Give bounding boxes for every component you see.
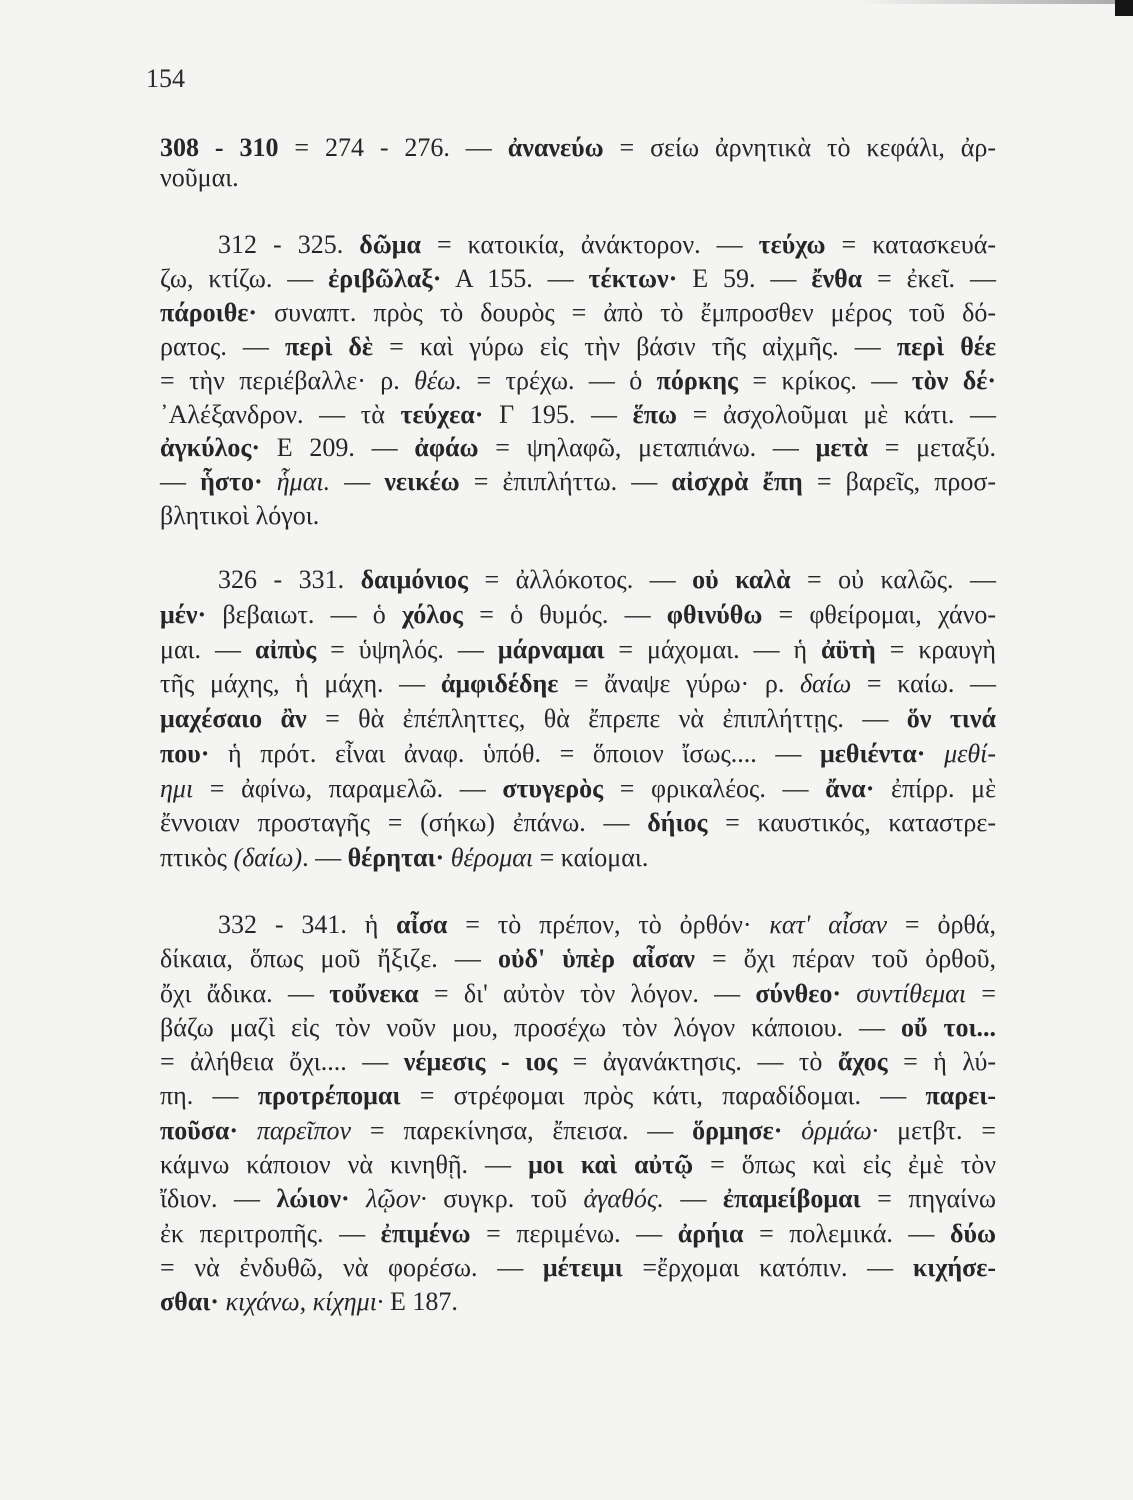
text-run: μετβτ. = [878,1115,997,1145]
text-line [160,1011,996,1045]
text-run: μαι. — [160,634,255,664]
text-run: πη. — [160,1081,258,1111]
headword: ἄνα· [825,773,875,803]
text-line [160,806,996,841]
text-line [160,364,996,398]
headword: αἶσα [396,910,448,939]
text-run: = ὅπως καὶ εἰς ἐμὲ τὸν [693,1150,996,1180]
headword: ἀγκύλος· [160,433,261,463]
headword: μετὰ [815,433,868,463]
text-run: βλητικοὶ λόγοι. [160,501,320,531]
headword: ἀφάω [414,433,479,463]
text-line [160,499,996,533]
headword: οὐ καλὰ [692,565,791,594]
headword: ἔνθα [811,263,863,293]
text-run: = ἀλήθεια ὄχι.... — [160,1047,404,1077]
headword: φθινύθω [666,599,763,629]
text-line [160,1079,996,1113]
text-run [350,1184,367,1213]
text-run: = ὀρθά, [887,910,996,939]
headword: πάροιθε· [160,297,258,327]
text-line [160,841,996,876]
text-run: 312 - 325. [218,230,360,259]
text-run: συγκρ. τοῦ [426,1184,584,1214]
text-line [160,563,996,598]
headword: μεθιέντα· [820,738,926,768]
headword: μοι καὶ αὐτῷ [528,1150,694,1180]
text-run: = ἡ λύ- [887,1047,996,1077]
text-run: = ἀγανάκτησις. — τὸ [557,1047,838,1077]
page-number: 154 [146,64,185,93]
text-run: = οὐ καλῶς. — [790,565,996,594]
text-run: = στρέφομαι πρὸς κάτι, παραδίδομαι. — [400,1081,926,1111]
text-run: τῆς μάχης, ἡ μάχη. — [160,669,441,699]
headword: στυγερὸς [502,773,604,803]
text-run: = περιμένω. — [470,1218,678,1248]
text-run: = σείω ἀρνητικὰ τὸ κεφάλι, ἀρ- [603,133,996,162]
headword: κιχήσε- [912,1252,997,1282]
text-run: = πηγαίνω [860,1184,997,1214]
text-run: = ὁ θυμός. — [463,599,667,629]
text-line [160,598,996,633]
text-line [160,262,996,296]
text-run: ἐπίρρ. μὲ [874,773,996,803]
italic-form: παρεῖπον [256,1115,352,1145]
text-run: Ε 59. — [677,263,812,293]
headword: 308 - 310 [160,133,279,162]
text-run: = μάχομαι. — ἡ [604,634,822,664]
headword: νεικέω [384,467,460,497]
text-run: = κρίκος. — [738,365,912,395]
italic-form: (δαίω) [233,843,303,872]
text-run: = ἄναψε γύρω· ρ. [558,669,800,699]
text-run [841,979,856,1008]
text-run: συναπτ. πρὸς τὸ δουρὸς = ἀπὸ τὸ ἔμπροσθεν μέρος τοῦ δό- [257,297,996,327]
text-run: Α 155. — [441,263,589,293]
italic-form: κιχάνω, κίχημι· [225,1287,384,1317]
text-run: = δι' αὐτὸν τὸν λόγον. — [418,978,756,1008]
headword: οὔ τοι... [901,1012,997,1042]
text-run: ἐκ περιτροπῆς. — [160,1218,381,1248]
headword: αἰσχρὰ ἔπη [671,467,803,497]
text-run: = καίω. — [851,669,996,699]
text-line [160,465,996,499]
text-line [160,908,996,942]
headword: ἀνανεύω [507,133,604,162]
text-run: ὄχι ἄδικα. — [160,978,330,1008]
text-run: — [663,1184,723,1214]
text-run: = καυστικός, καταστρε- [707,808,996,838]
text-run: = 274 - 276. — [278,133,508,162]
text-line [160,633,996,668]
italic-form: ἀγαθός. [583,1184,664,1214]
text-run: ζω, κτίζω. — [160,263,329,293]
text-run: = φθείρομαι, χάνο- [762,599,997,629]
headword: σθαι· [160,1287,219,1317]
commentary-paragraph [160,228,996,533]
text-run: βάζω μαζὶ εἰς τὸν νοῦν μου, προσέχω τὸν λόγον κάποιου. — [160,1012,901,1042]
headword: ἀϋτὴ [821,634,876,664]
text-run: Γ 195. — [483,399,633,429]
text-line [160,296,996,330]
text-run: = βαρεῖς, προσ- [802,467,997,497]
headword: τέκτων· [588,263,678,293]
headword: οὐδ' ὑπὲρ αἶσαν [497,944,695,974]
text-run [238,1116,257,1145]
headword: ἧστο· [200,467,263,497]
text-line [160,1045,996,1079]
headword: θέρηται· [347,843,445,872]
text-line [160,977,996,1011]
text-run: Ε 187. [383,1287,458,1317]
italic-form: ἧμαι. [276,467,331,497]
text-run: = φρικαλέος. — [603,773,826,803]
italic-form: θέρομαι [450,843,534,872]
italic-form: θέω. [414,365,463,395]
headword: ἀμφιδέδηε [440,669,559,699]
headword: ἐριβῶλαξ· [328,263,442,293]
headword: που· [160,738,210,768]
headword: χόλος [402,599,464,629]
headword: μάρναμαι [497,634,605,664]
text-run: = ὑψηλός. — [316,634,498,664]
headword: ἐπιμένω [380,1218,471,1248]
text-run [782,1116,801,1145]
text-run: ἴδιον. — [160,1184,277,1214]
text-run: 332 - 341. ἡ [218,910,397,939]
text-run: . — [302,843,348,872]
text-run: = ἐκεῖ. — [862,263,996,293]
text-run: = τὸ πρέπον, τὸ ὀρθόν· [447,910,770,939]
headword: νέμεσις - ιος [403,1047,558,1077]
text-run: = θὰ ἐπέπληττες, θὰ ἔπρεπε νὰ ἐπιπλήττῃς. — [306,704,907,733]
text-run: = ὄχι πέραν τοῦ ὀρθοῦ, [694,944,997,974]
italic-form: λῷον· [366,1184,427,1214]
text-run: πτικὸς [160,843,234,872]
headword: πόρκης [656,365,738,395]
text-run: δίκαια, ὅπως μοῦ ἤξιζε. — [160,944,498,974]
text-run: = ἀλλόκοτος. — [468,565,693,594]
headword: ὅν τινά [906,704,996,733]
headword: τὸν δέ· [911,365,997,395]
italic-form: ημι [160,773,194,803]
text-run: = νὰ ἐνδυθῶ, νὰ φορέσω. — [160,1252,543,1282]
headword: δαιμόνιος [360,565,469,594]
text-run: = κατασκευά- [825,230,996,259]
commentary-paragraph [160,133,996,193]
text-run: = [966,978,996,1008]
italic-form: μεθί- [944,738,997,768]
headword: περὶ θέε [896,331,997,361]
text-run: = καὶ γύρω εἰς τὴν βάσιν τῆς αἰχμῆς. — [373,331,897,361]
headword: μέτειμι [542,1252,623,1282]
text-line [160,1182,996,1216]
italic-form: δαίω [799,669,852,699]
text-line [160,942,996,976]
text-line [160,1217,996,1251]
text-run: 326 - 331. [218,565,361,594]
commentary-paragraph [160,908,996,1320]
headword: δήιος [647,808,708,838]
text-run: Ε 209. — [260,433,415,463]
text-line [160,772,996,807]
headword: δύω [950,1218,996,1248]
headword: λώιον· [276,1184,350,1214]
text-line [160,667,996,702]
headword: τεύχω [758,230,826,259]
italic-form: κατ' αἶσαν [769,910,888,939]
headword: αἰπὺς [254,634,317,664]
headword: τεύχεα· [400,399,484,429]
commentary-paragraph [160,563,996,876]
italic-form: συντίθεμαι [856,978,967,1008]
headword: περὶ δὲ [285,331,374,361]
text-run: ἔννοιαν προσταγῆς = (σήκω) ἐπάνω. — [160,808,648,838]
text-run: ἡ πρότ. εἶναι ἀναφ. ὑπόθ. = ὅποιον ἴσως.... — [209,738,821,768]
headword: ἕπω [632,399,678,429]
text-line [160,133,996,163]
text-line [160,1114,996,1148]
text-run: νοῦμαι. [160,163,239,192]
text-run: =ἔρχομαι κατόπιν. — [622,1252,913,1282]
text-line [160,431,996,465]
text-line [160,1285,996,1319]
headword: σύνθεο· [755,978,841,1008]
text-line [160,330,996,364]
text-run: = ψηλαφῶ, μεταπιάνω. — [478,433,816,463]
text-run: — [330,467,385,497]
text-run: = παρεκίνησα, ἔπεισα. — [351,1115,693,1145]
text-run: = ἀσχολοῦμαι μὲ κάτι. — [677,399,997,429]
text-run: = πολεμικά. — [743,1218,950,1248]
headword: ποῦσα· [160,1115,239,1145]
headword: παρει- [925,1081,996,1111]
text-line [160,1148,996,1182]
text-run: = τὴν περιέβαλλε· ρ. [160,365,415,395]
text-run: ᾿Αλέξανδρον. — τὰ [160,399,401,429]
text-run [925,739,944,768]
text-line [160,737,996,772]
headword: ἄχος [837,1047,888,1077]
text-line [160,1251,996,1285]
text-line [160,228,996,262]
headword: μαχέσαιο ἂν [160,704,307,733]
headword: δῶμα [359,230,421,259]
text-run: βεβαιωτ. — ὁ [206,599,403,629]
text-run: = ἐπιπλήττω. — [459,467,672,497]
headword: ὅρμησε· [692,1115,783,1145]
text-line [160,163,996,193]
text-line [160,702,996,737]
headword: προτρέπομαι [257,1081,401,1111]
text-run: = κατοικία, ἀνάκτορον. — [420,230,759,259]
italic-form: ὁρμάω· [801,1115,879,1145]
text-run: = ἀφίνω, παραμελῶ. — [193,773,503,803]
text-run: κάμνω κάποιον νὰ κινηθῇ. — [160,1150,529,1180]
text-run: ρατος. — [160,331,285,361]
text-run: = μεταξύ. [867,433,996,463]
text-run [263,467,277,496]
headword: ἀρήια [677,1218,744,1248]
text-run: = τρέχω. — ὁ [462,365,657,395]
headword: μέν· [160,599,207,629]
text-line [160,398,996,432]
text-run: = καίομαι. [533,843,649,872]
headword: ἐπαμείβομαι [722,1184,861,1214]
text-run: — [160,467,201,497]
headword: τοὔνεκα [329,978,419,1008]
text-run: = κραυγὴ [875,634,996,664]
